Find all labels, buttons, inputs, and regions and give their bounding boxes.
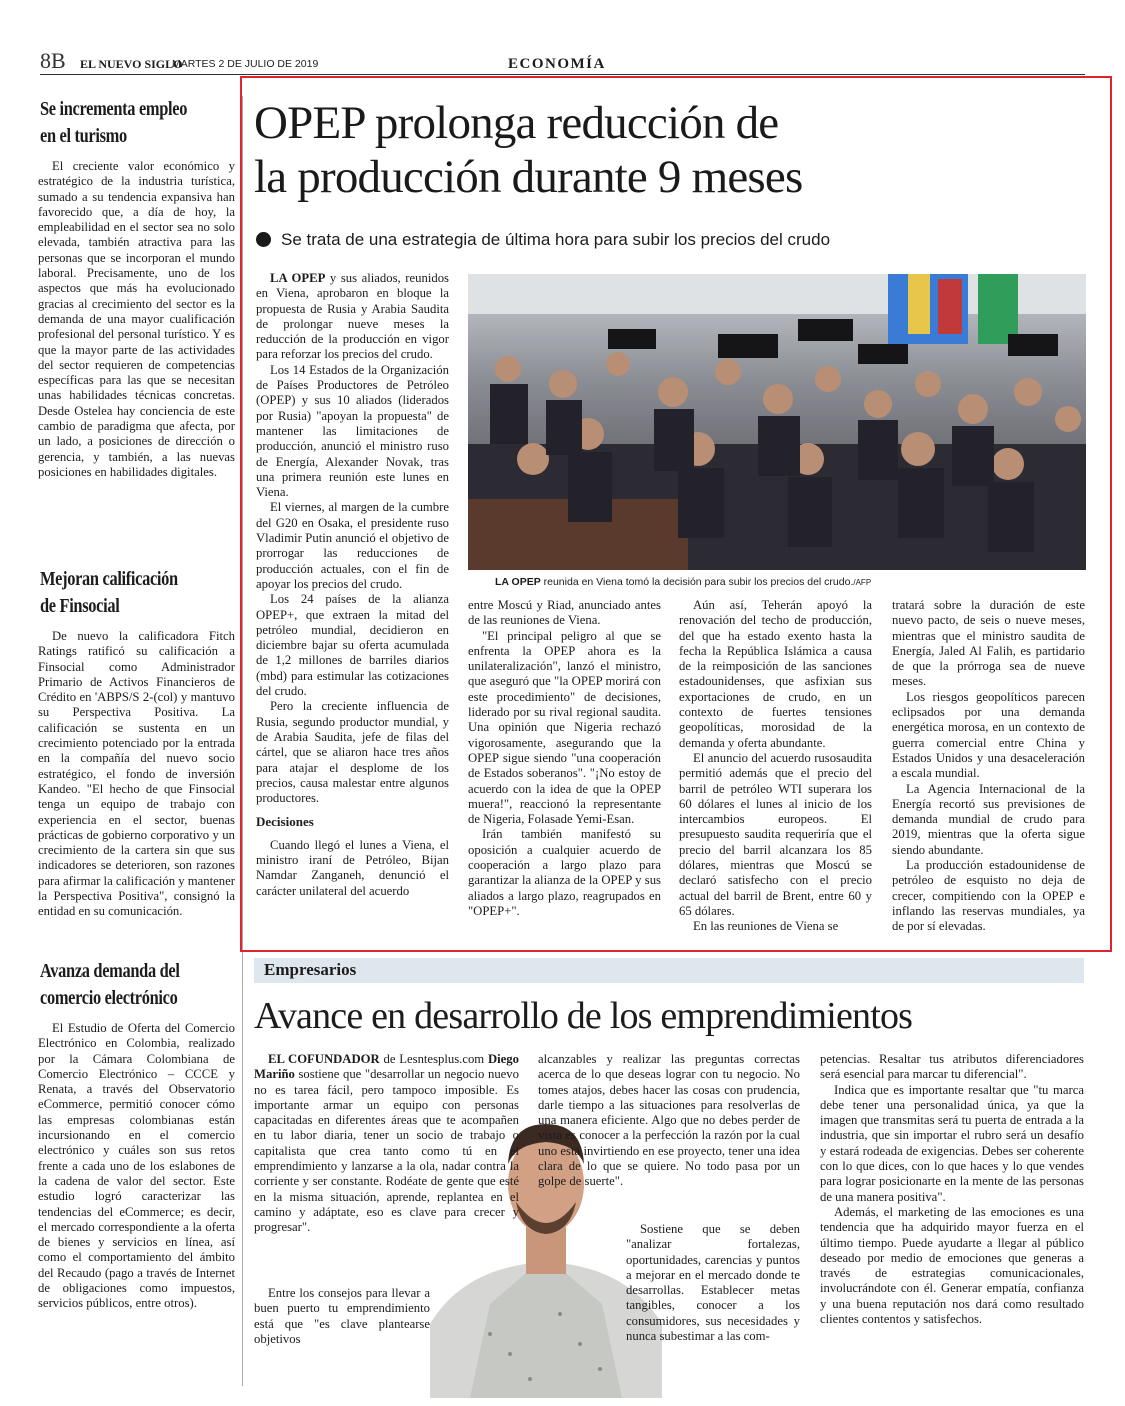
main-column-1: LA OPEP y sus aliados, reunidos en Viena, aprobaron en bloque la propuesta de Rusia y Arabia Saudita de prolongar nueve meses la reducción de la producción en vigor para reforzar los precios del crudo. Los 14 Estados de la Organización de Países Productores de Petróleo (OPEP) y sus 10 aliados (liderados por Rusia) "apoyan la propuesta" de mantener las limitaciones de producción, anunció el ministro ruso de Energía, Alexander Novak, tras una primera reunión este lunes en Viena. El viernes, al margen de la cumbre del G20 en Osaka, el presidente ruso Vladimir Putin anunció el objetivo de prorrogar las reducciones de producción actuales, con el fin de apoyar los precios del crudo. Los 24 países de la alianza OPEP+, que extraen la mitad del petróleo mundial, decidieron en diciembre bajar su oferta acumulada de 1,2 millones de barriles diarios (mbd) para estimular las cotizaciones del crudo. Pero la creciente influencia de Rusia, segundo productor mundial, y de Arabia Saudita, jefe de filas del cártel, que se aliaron hace tres años para atajar el desplome de los precios, causa malestar entre algunos productores. Decisiones Cuando llegó el lunes a Viena, el ministro iraní de Petróleo, Bijan Namdar Zanganeh, denunció el carácter unilateral del acuerdo [256,271,449,898]
main-column-3: Aún así, Teherán apoyó la renovación del techo de producción, del que ha estado exento hasta la fecha la República Islámica a causa de la reimposición de las sanciones estadounidenses, que asfixian sus exportaciones de crudo, en un contexto de fuertes tensiones geopolíticas, morosidad de la demanda y oferta abundante. El anuncio del acuerdo rusosaudita permitió además que el precio del barril de petróleo WTI superara los 60 dólares el lunes al inicio de los intercambios europeos. El presupuesto saudita requeriría que el precio del barril alcanzara los 85 dólares, mientras que Moscú se declaró satisfecho con el precio actual del barril de Brent, entre 60 y 65 dólares. En las reuniones de Viena se [679,598,872,934]
sidebar-story-title: Mejoran calificación de Finsocial [40,568,178,617]
page-header [40,48,1085,74]
main-photo [468,274,1086,570]
second-column-2: alcanzables y realizar las preguntas correctas acerca de lo que deseas lograr con tu negocio. No tomes atajos, debes hacer las cosas con prudencia, darle tiempo a las situaciones para resolverlas de una manera eficiente. Algo que no debes perder de vista es conocer a la perfección la razón por la cual uno está invirtiendo en ese proyecto, tener una idea clara de lo que se quiere. No todo pasa por un golpe de suerte". [538,1052,800,1189]
second-headline: Avance en desarrollo de los emprendimientos [254,995,913,1037]
second-column-2-end: Sostiene que se deben "analizar fortalezas, oportunidades, carencias y puntos a mejorar en el mercado donde te desarrollas. Establecer metas tangibles, conocer a los consumidores, sus necesidades y nunca subestimar a las com- [626,1222,800,1344]
photo-caption: LA OPEP reunida en Viena tomó la decisión para subir los precios del crudo./AFP [495,576,872,588]
sidebar [38,96,235,1396]
sidebar-story-title: Se incrementa empleo en el turismo [40,98,188,147]
sidebar-story-2 [38,566,235,920]
section-band-label: Empresarios [264,960,357,979]
newspaper-name: EL NUEVO SIGLO [80,57,183,71]
main-column-4: tratará sobre la duración de este nuevo pacto, de seis o nueve meses, mientras que el ministro saudita de Energía, Jaled Al Falih, es partidario de que la prórroga sea de nueve meses. Los riesgos geopolíticos parecen eclipsados por una demanda energética morosa, en un contexto de guerra comercial entre China y Estados Unidos y una desaceleración a escala mundial. La Agencia Internacional de la Energía recortó sus previsiones de demanda mundial de crudo para 2019, mientras que la oferta sigue siendo abundante. La producción estadounidense de petróleo de esquisto no deja de crecer, compitiendo con la OPEP e inflando las reservas mundiales, ya de por sí elevadas. [892,598,1085,934]
main-column-2: entre Moscú y Riad, anunciado antes de las reuniones de Viena. "El principal peligro al que se enfrenta la OPEP ahora es la unilateralización", lanzó el ministro, que aseguró que "la OPEP morirá con este procedimiento" de decisiones, liderado por su rival regional saudita. Una opinión que Nigeria rechazó vigorosamente, asegurando que la OPEP sigue siendo "una cooperación de Estados soberanos". "¡No estoy de acuerdo con la idea de que la OPEP muera!", reaccionó la representante de Nigeria, Folasade Yemi-Esan. Irán también manifestó su oposición a cualquier acuerdo de cooperación a largo plazo para garantizar la alianza de la OPEP y sus aliados a largo plazo, reagrupados en "OPEP+". [468,598,661,918]
header-rule [40,74,1085,75]
sidebar-story-1 [38,96,235,480]
main-subtitle: Se trata de una estrategia de última hora para subir los precios del crudo [256,230,1106,250]
sidebar-story-title: Avanza demanda del comercio electrónico [40,960,180,1009]
sidebar-story-body: El creciente valor económico y estratégico de la industria turística, sumado a su tendencia expansiva han favorecido que, a día de hoy, la empleabilidad en el sector sea no solo elevada, también atractiva para las personas que se incorporan el mundo laboral. Precisamente, uno de los aspectos que más ha evolucionado gracias al crecimiento del sector es la demanda de una mayor cualificación profesional del personal turístico. Y es que la mayor parte de las actividades del sector requieren de competencias específicas para las que se necesitan unas habilidades técnicas concretas. Desde Ostelea hay conciencia de este cambio de paradigma que afecta, por un lado, a posiciones de dirección o gerencia, y también, a las nuevas posiciones en habilidades digitales. [38,159,235,479]
press-crowd-photo [468,274,1086,570]
sidebar-story-3 [38,958,235,1312]
issue-date: MARTES 2 DE JULIO DE 2019 [172,58,319,70]
second-column-1: EL COFUNDADOR de Lesntesplus.com Diego Mariño sostiene que "desarrollar un negocio nuevo no es tarea fácil, pero tampoco imposible. Es importante armar un equipo con personas capacitadas en diferentes áreas que te acompañen en tu labor diaria, tener un socio de trabajo o capitalista que crea tanto como tú en el emprendimiento y lanzarse a la ola, nadar contra la corriente y ser constante. Rodéate de gente que esté en la misma situación, aprende, replantea en el camino y adáptate, eso es clave para crecer y progresar". [254,1052,519,1235]
section-name: ECONOMÍA [508,56,606,72]
subheading: Decisiones [256,814,314,830]
main-article [240,76,1112,952]
second-column-1-end: Entre los consejos para llevar a buen puerto tu emprendimiento está que "es clave plantearse objetivos [254,1286,430,1346]
main-headline: OPEP prolonga reducción de la producción durante 9 meses [254,97,803,203]
second-column-3: petencias. Resaltar tus atributos diferenciadores será esencial para marcar tu diferencial". Indica que es importante resaltar que "tu marca debe tener una personalidad única, ya que la imagen que transmitas será tu puerta de entrada a la industria, que sin importar el rubro será un desafío y estará rodeada de exigencias. Debes ser coherente con lo que dices, con lo que haces y lo que vendes para lograr posicionarte en la mente de las personas de una manera positiva". Además, el marketing de las emociones es una tendencia que ha adquirido mayor fuerza en el último tiempo. Puede ayudarte a llegar al público deseado por medio de emociones que generas a través de estrategias comunicacionales, involucrándote con él. Generar empatía, confianza y una buena reputación nos dará como resultado clientes contentos y satisfechos. [820,1052,1084,1327]
sidebar-story-body: El Estudio de Oferta del Comercio Electrónico en Colombia, realizado por la Cámara Colombiana de Comercio Electrónico – CCCE y Renata, a través del Observatorio eCommerce, permitió conocer cómo las empresas colombianas están incursionando en el comercio electrónico y cuáles son sus retos frente a cada uno de los eslabones de la cadena de valor del sector. Este estudio logró caracterizar las tendencias del eCommerce; es decir, el mercado correspondiente a la oferta de bienes y servicios en línea, así como el comportamiento del ámbito del Recaudo (pago a través de Internet de obligaciones como impuestos, servicios públicos, entre otros). [38,1021,235,1311]
section-band [254,958,1084,983]
bullet-icon [256,232,271,247]
page-number: 8B [40,48,66,73]
sidebar-story-body: De nuevo la calificadora Fitch Ratings ratificó su calificación a Finsocial como Administrador Primario de Activos Financieros de Crédito en 'ABPS/S 2-(col) y mantuvo su Perspectiva Positiva. La calificación se sustenta en un crecimiento potenciado por la entrada en la compañía del nuevo socio estratégico, el fondo de inversión Kandeo. "El hecho de que Finsocial tenga un equipo de trabajo con experiencia en el sector, buenas prácticas de gobierno corporativo y un crecimiento de la cartera sin que sus indicadores se deterioren, son razones para afirmar la calificación y mantener la Perspectiva Positiva", consignó la entidad en su comunicación. [38,629,235,919]
